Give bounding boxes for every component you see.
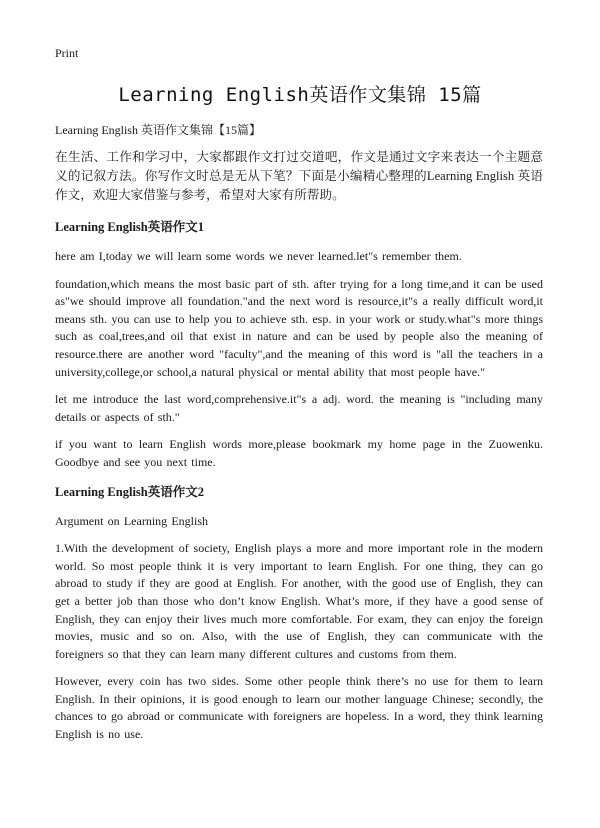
paragraph: foundation,which means the most basic part of sth. after trying for a long time,and it can be used as"we should improve all foundation."and the next word is resource,it"s a really difficult word,it means sth. you can use to help you to achieve sth. esp. in your work or study.what"s more things such as coal,trees,and oil that exist in nature and can be used by people also the meaning of resource.there are another word "faculty",and the meaning of this word is "all the teachers in a university,college,or school,a natural physical or mental ability that most people have." [55, 276, 543, 379]
paragraph: Argument on Learning English [55, 513, 209, 528]
page-title: Learning English英语作文集锦 15篇 [118, 84, 482, 106]
section-heading: Learning English英语作文1 [55, 220, 204, 234]
document-body [55, 122, 543, 754]
section-heading: Learning English英语作文2 [55, 484, 204, 499]
paragraph: 1.With the development of society, English plays a more and more important role in the modern world. So most people think it is very important to learn English. For one thing, they can go abroad to study if they are good at English. For another, with the good use of English, they can get a better job than those who don’t know English. What’s more, if they have a good sense of English, they can enjoy their lives much more comfortable. For exam, they can enjoy the foreign movies, music and so on. Also, with the use of English, they can communicate with the foreigners so that they can learn many different cultures and customs from them. [55, 541, 543, 661]
essay-section-2 [55, 484, 543, 744]
intro-paragraph: 在生活、工作和学习中，大家都跟作文打过交道吧，作文是通过文字来表达一个主题意义的记叙方法。你写作文时总是无从下笔？下面是小编精心整理的Learning English 英语作文，欢迎大家借鉴与参考，希望对大家有所帮助。 [55, 150, 543, 202]
essay-section-1 [55, 219, 543, 472]
document-subtitle: Learning English 英语作文集锦【15篇】 [55, 123, 261, 137]
paragraph: here am I,today we will learn some words we never learned.let"s remember them. [55, 249, 462, 263]
paragraph: let me introduce the last word,comprehensive.it"s a adj. word. the meaning is "including many details or aspects of sth." [55, 392, 543, 424]
paragraph: if you want to learn English words more,please bookmark my home page in the Zuowenku. Goodbye and see you next time. [55, 437, 543, 469]
print-link[interactable]: Print [55, 46, 79, 60]
paragraph: However, every coin has two sides. Some other people think there’s no use for them to learn English. In their opinions, it is good enough to learn our mother language Chinese; secondly, the chances to go abroad or communicate with foreigners are hopeless. In a word, they think learning English is no use. [55, 674, 543, 742]
